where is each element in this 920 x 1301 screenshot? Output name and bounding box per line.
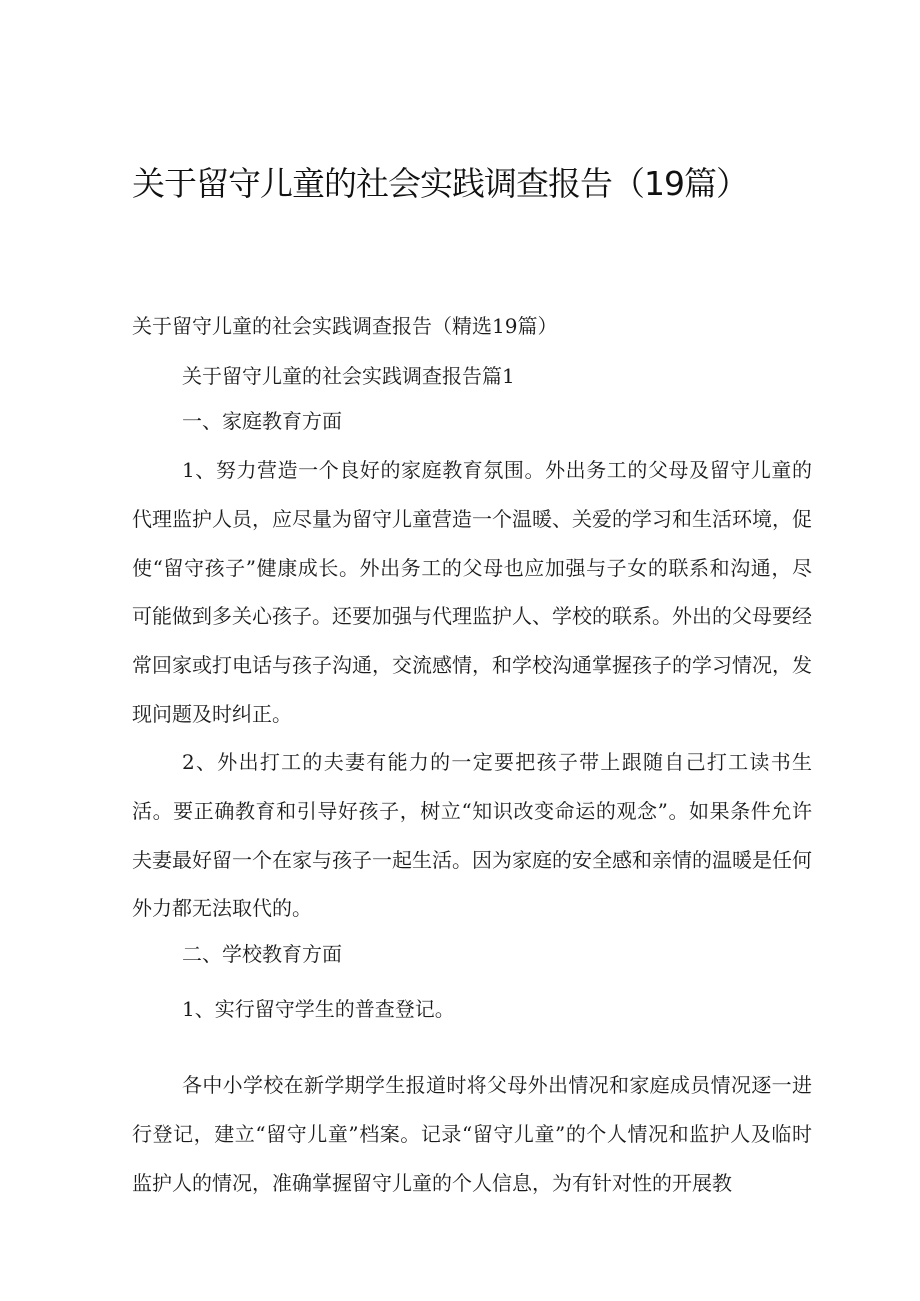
paragraph-family-atmosphere: 1、努力营造一个良好的家庭教育氛围。外出务工的父母及留守儿童的代理监护人员，应尽量为留守儿童营造一个温暖、关爱的学习和生活环境，促使“留守孩子”健康成长。外出务工的父母也应加强与子女的联系和沟通，尽可能做到多关心孩子。还要加强与代理监护人、学校的联系。外出的父母要经常回家或打电话与孩子沟通，交流感情，和学校沟通掌握孩子的学习情况，发现问题及时纠正。 <box>132 458 812 726</box>
document-subtitle: 关于留守儿童的社会实践调查报告（精选19篇） <box>132 314 558 338</box>
paragraph-take-children-along: 2、外出打工的夫妻有能力的一定要把孩子带上跟随自己打工读书生活。要正确教育和引导好孩子，树立“知识改变命运的观念”。如果条件允许夫妻最好留一个在家与孩子一起生活。因为家庭的安全感和亲情的温暖是任何外力都无法取代的。 <box>132 750 812 921</box>
paragraph-registration-details: 各中小学校在新学期学生报道时将父母外出情况和家庭成员情况逐一进行登记，建立“留守儿童”档案。记录“留守儿童”的个人情况和监护人及临时监护人的情况，准确掌握留守儿童的个人信息，为有针对性的开展教 <box>132 1073 812 1195</box>
section-heading-school-education: 二、学校教育方面 <box>182 942 342 966</box>
article-heading: 关于留守儿童的社会实践调查报告篇1 <box>182 364 515 388</box>
document-title: 关于留守儿童的社会实践调查报告（19篇） <box>132 164 748 203</box>
list-item-registration: 1、实行留守学生的普查登记。 <box>182 997 455 1021</box>
section-heading-family-education: 一、家庭教育方面 <box>182 409 342 433</box>
